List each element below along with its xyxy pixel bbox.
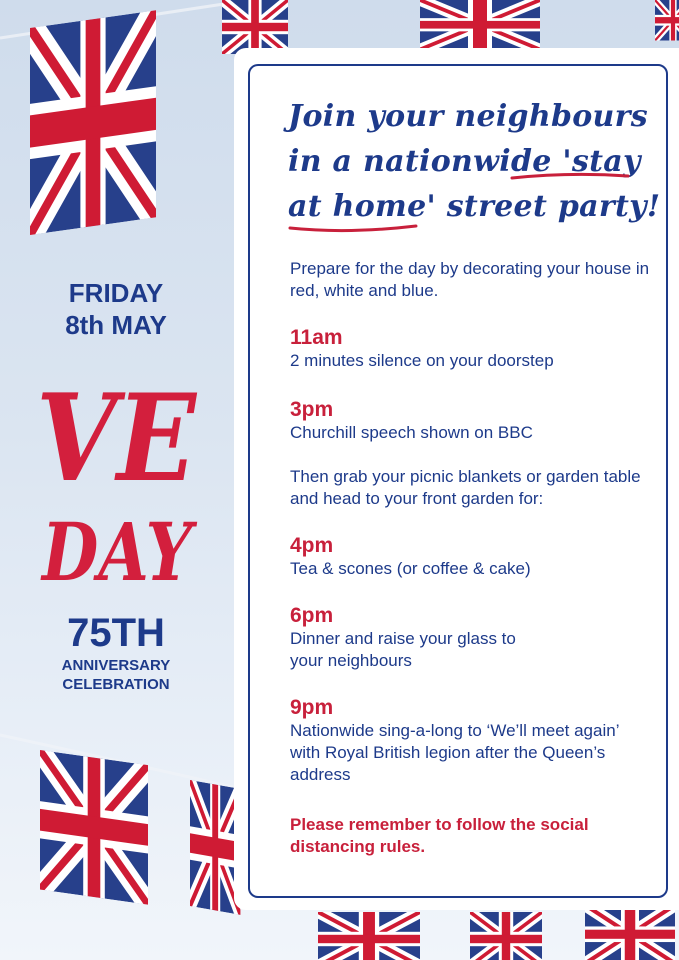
schedule-item-3pm bbox=[290, 398, 660, 444]
left-panel bbox=[0, 0, 232, 960]
flag-bottom-far-right bbox=[585, 905, 675, 960]
anniversary-label bbox=[0, 656, 232, 694]
schedule-time: 4pm bbox=[290, 534, 334, 557]
schedule-time: 6pm bbox=[290, 604, 334, 627]
date-month: 8th MAY bbox=[65, 310, 167, 340]
heading-line-1: Join your neighbours bbox=[288, 99, 648, 134]
flag-top-right bbox=[420, 0, 540, 50]
schedule-time: 3pm bbox=[290, 398, 334, 421]
ve-day-logo bbox=[34, 362, 214, 592]
date-day: FRIDAY bbox=[68, 278, 164, 308]
schedule-text: Dinner and raise your glass to your neighbours bbox=[290, 629, 516, 670]
anniversary-line: ANNIVERSARY bbox=[61, 657, 171, 674]
heading-underline-home bbox=[288, 222, 418, 236]
anniversary-number: 75TH bbox=[67, 611, 165, 655]
schedule-item-6pm bbox=[290, 604, 660, 672]
schedule-time: 11am bbox=[290, 326, 343, 349]
day-text: DAY bbox=[40, 505, 198, 592]
middle-note: Then grab your picnic blankets or garden table and head to your front garden for: bbox=[290, 467, 641, 508]
schedule-item-4pm bbox=[290, 534, 660, 580]
flag-bottom-right bbox=[470, 912, 542, 960]
celebration-line: CELEBRATION bbox=[62, 676, 170, 693]
intro-text: Prepare for the day by decorating your house in red, white and blue. bbox=[290, 259, 650, 300]
heading-line-3: at home' street party! bbox=[288, 189, 661, 224]
heading-line-2: in a nationwide 'stay bbox=[288, 144, 641, 179]
event-date bbox=[0, 277, 232, 341]
schedule-text: Churchill speech shown on BBC bbox=[290, 423, 533, 442]
party-heading bbox=[288, 94, 661, 229]
schedule-text: Nationwide sing-a-long to ‘We’ll meet again’ with Royal British legion after the Queen’s address bbox=[290, 721, 619, 784]
schedule-item-11am bbox=[290, 326, 660, 372]
schedule-item-9pm bbox=[290, 696, 660, 786]
schedule-text: Tea & scones (or coffee & cake) bbox=[290, 559, 531, 578]
flag-bottom-center bbox=[318, 912, 420, 960]
ve-text: VE bbox=[36, 368, 198, 509]
schedule-text: 2 minutes silence on your doorstep bbox=[290, 351, 554, 370]
schedule-time: 9pm bbox=[290, 696, 334, 719]
flag-top-far-right bbox=[655, 0, 679, 41]
heading-underline-stay bbox=[510, 170, 630, 182]
distancing-reminder: Please remember to follow the social distancing rules. bbox=[290, 815, 589, 856]
